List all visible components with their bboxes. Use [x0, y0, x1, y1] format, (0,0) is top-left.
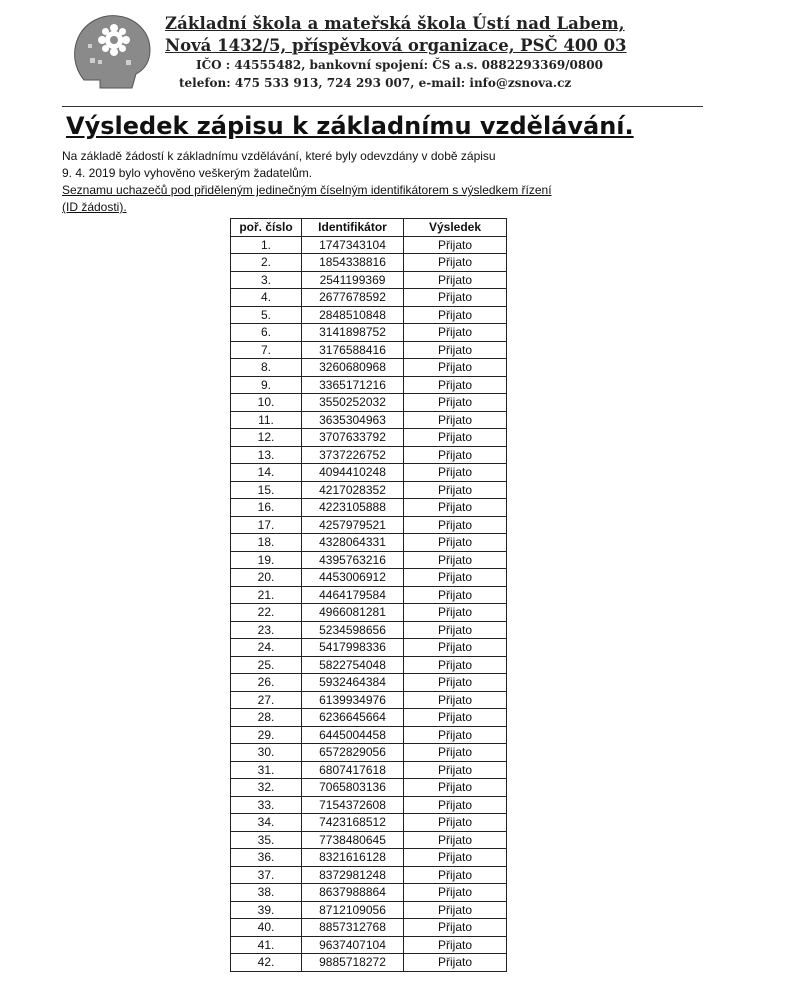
- intro-line-2: 9. 4. 2019 bylo vyhověno veškerým žadatelům.: [62, 166, 313, 180]
- table-row: [231, 744, 507, 762]
- row-result: Přijato: [404, 236, 507, 254]
- table-header-row: [231, 219, 507, 237]
- table-row: [231, 639, 507, 657]
- row-identifier: 1747343104: [302, 236, 404, 254]
- row-result: Přijato: [404, 919, 507, 937]
- row-result: Přijato: [404, 394, 507, 412]
- table-row: [231, 306, 507, 324]
- row-identifier: 4217028352: [302, 481, 404, 499]
- table-row: [231, 411, 507, 429]
- row-identifier: 9885718272: [302, 954, 404, 972]
- row-result: Přijato: [404, 341, 507, 359]
- row-result: Přijato: [404, 464, 507, 482]
- row-identifier: 4257979521: [302, 516, 404, 534]
- row-identifier: 2541199369: [302, 271, 404, 289]
- row-identifier: 7738480645: [302, 831, 404, 849]
- row-identifier: 8321616128: [302, 849, 404, 867]
- row-identifier: 5417998336: [302, 639, 404, 657]
- letterhead-ico-bank: IČO : 44555482, bankovní spojení: ČS a.s. 0882293369/0800: [196, 58, 603, 72]
- row-result: Přijato: [404, 814, 507, 832]
- row-result: Přijato: [404, 376, 507, 394]
- row-order-number: 1.: [231, 236, 302, 254]
- row-order-number: 42.: [231, 954, 302, 972]
- intro-line-3: Seznamu uchazečů pod přiděleným jedinečným číselným identifikátorem s výsledkem řízení: [62, 183, 552, 197]
- results-table-wrapper: [230, 218, 507, 972]
- header-order-number: poř. číslo: [231, 219, 302, 237]
- table-row: [231, 779, 507, 797]
- table-row: [231, 814, 507, 832]
- table-row: [231, 236, 507, 254]
- row-identifier: 6807417618: [302, 761, 404, 779]
- row-order-number: 27.: [231, 691, 302, 709]
- table-row: [231, 394, 507, 412]
- row-order-number: 34.: [231, 814, 302, 832]
- row-result: Přijato: [404, 639, 507, 657]
- row-result: Přijato: [404, 779, 507, 797]
- table-row: [231, 481, 507, 499]
- row-order-number: 30.: [231, 744, 302, 762]
- row-order-number: 25.: [231, 656, 302, 674]
- row-identifier: 7423168512: [302, 814, 404, 832]
- row-result: Přijato: [404, 884, 507, 902]
- row-result: Přijato: [404, 446, 507, 464]
- row-result: Přijato: [404, 551, 507, 569]
- row-identifier: 9637407104: [302, 936, 404, 954]
- row-identifier: 8372981248: [302, 866, 404, 884]
- row-result: Přijato: [404, 411, 507, 429]
- row-result: Přijato: [404, 569, 507, 587]
- table-row: [231, 691, 507, 709]
- table-row: [231, 674, 507, 692]
- table-row: [231, 709, 507, 727]
- table-row: [231, 516, 507, 534]
- row-identifier: 3707633792: [302, 429, 404, 447]
- row-order-number: 31.: [231, 761, 302, 779]
- row-identifier: 3550252032: [302, 394, 404, 412]
- row-order-number: 21.: [231, 586, 302, 604]
- letterhead-address: Nová 1432/5, příspěvková organizace, PSČ 400 03: [165, 36, 627, 55]
- row-result: Přijato: [404, 429, 507, 447]
- row-result: Přijato: [404, 709, 507, 727]
- row-order-number: 14.: [231, 464, 302, 482]
- row-identifier: 6572829056: [302, 744, 404, 762]
- row-order-number: 3.: [231, 271, 302, 289]
- table-row: [231, 656, 507, 674]
- table-row: [231, 271, 507, 289]
- row-order-number: 13.: [231, 446, 302, 464]
- row-identifier: 6236645664: [302, 709, 404, 727]
- row-identifier: 4453006912: [302, 569, 404, 587]
- row-identifier: 5932464384: [302, 674, 404, 692]
- intro-line-1: Na základě žádostí k základnímu vzdělávání, které byly odevzdány v době zápisu: [62, 149, 496, 163]
- row-result: Přijato: [404, 761, 507, 779]
- header-identifier: Identifikátor: [302, 219, 404, 237]
- table-row: [231, 726, 507, 744]
- row-result: Přijato: [404, 691, 507, 709]
- row-result: Přijato: [404, 254, 507, 272]
- row-order-number: 2.: [231, 254, 302, 272]
- row-identifier: 7154372608: [302, 796, 404, 814]
- row-result: Přijato: [404, 604, 507, 622]
- row-result: Přijato: [404, 831, 507, 849]
- row-result: Přijato: [404, 866, 507, 884]
- table-row: [231, 551, 507, 569]
- row-identifier: 3635304963: [302, 411, 404, 429]
- row-order-number: 4.: [231, 289, 302, 307]
- letterhead-school-name: Základní škola a mateřská škola Ústí nad Labem,: [165, 14, 625, 33]
- row-order-number: 41.: [231, 936, 302, 954]
- row-result: Přijato: [404, 796, 507, 814]
- table-row: [231, 901, 507, 919]
- header-result: Výsledek: [404, 219, 507, 237]
- row-order-number: 37.: [231, 866, 302, 884]
- table-row: [231, 761, 507, 779]
- row-order-number: 6.: [231, 324, 302, 342]
- row-result: Přijato: [404, 936, 507, 954]
- row-identifier: 8857312768: [302, 919, 404, 937]
- row-result: Přijato: [404, 271, 507, 289]
- row-result: Přijato: [404, 481, 507, 499]
- row-order-number: 39.: [231, 901, 302, 919]
- row-identifier: 6139934976: [302, 691, 404, 709]
- table-row: [231, 359, 507, 377]
- table-row: [231, 446, 507, 464]
- table-row: [231, 919, 507, 937]
- row-identifier: 3737226752: [302, 446, 404, 464]
- row-order-number: 22.: [231, 604, 302, 622]
- row-result: Přijato: [404, 516, 507, 534]
- row-order-number: 10.: [231, 394, 302, 412]
- header-divider: [62, 106, 703, 107]
- row-order-number: 38.: [231, 884, 302, 902]
- table-body: [231, 236, 507, 971]
- row-result: Přijato: [404, 324, 507, 342]
- table-row: [231, 849, 507, 867]
- table-row: [231, 254, 507, 272]
- table-row: [231, 866, 507, 884]
- row-identifier: 3365171216: [302, 376, 404, 394]
- table-row: [231, 499, 507, 517]
- row-identifier: 3260680968: [302, 359, 404, 377]
- row-order-number: 20.: [231, 569, 302, 587]
- row-order-number: 23.: [231, 621, 302, 639]
- row-order-number: 24.: [231, 639, 302, 657]
- row-order-number: 19.: [231, 551, 302, 569]
- row-order-number: 36.: [231, 849, 302, 867]
- table-row: [231, 831, 507, 849]
- row-result: Přijato: [404, 621, 507, 639]
- table-row: [231, 796, 507, 814]
- row-identifier: 5822754048: [302, 656, 404, 674]
- row-order-number: 7.: [231, 341, 302, 359]
- row-order-number: 32.: [231, 779, 302, 797]
- row-order-number: 5.: [231, 306, 302, 324]
- table-row: [231, 586, 507, 604]
- row-result: Přijato: [404, 534, 507, 552]
- results-table: [230, 218, 507, 972]
- row-identifier: 3141898752: [302, 324, 404, 342]
- table-row: [231, 429, 507, 447]
- row-order-number: 18.: [231, 534, 302, 552]
- row-identifier: 5234598656: [302, 621, 404, 639]
- row-order-number: 16.: [231, 499, 302, 517]
- row-identifier: 4395763216: [302, 551, 404, 569]
- row-order-number: 35.: [231, 831, 302, 849]
- row-order-number: 26.: [231, 674, 302, 692]
- row-result: Přijato: [404, 849, 507, 867]
- table-row: [231, 621, 507, 639]
- row-identifier: 4464179584: [302, 586, 404, 604]
- row-result: Přijato: [404, 289, 507, 307]
- row-order-number: 8.: [231, 359, 302, 377]
- table-row: [231, 569, 507, 587]
- row-result: Přijato: [404, 499, 507, 517]
- row-identifier: 2677678592: [302, 289, 404, 307]
- row-identifier: 8637988864: [302, 884, 404, 902]
- row-order-number: 40.: [231, 919, 302, 937]
- letterhead-contact: telefon: 475 533 913, 724 293 007, e-mail: info@zsnova.cz: [179, 76, 572, 90]
- row-result: Přijato: [404, 954, 507, 972]
- row-identifier: 3176588416: [302, 341, 404, 359]
- school-logo-icon: [70, 10, 154, 90]
- row-result: Přijato: [404, 674, 507, 692]
- table-row: [231, 464, 507, 482]
- table-row: [231, 289, 507, 307]
- intro-line-4: (ID žádosti).: [62, 200, 127, 214]
- row-identifier: 7065803136: [302, 779, 404, 797]
- table-row: [231, 936, 507, 954]
- row-order-number: 33.: [231, 796, 302, 814]
- row-result: Přijato: [404, 744, 507, 762]
- row-identifier: 6445004458: [302, 726, 404, 744]
- row-result: Přijato: [404, 586, 507, 604]
- row-identifier: 4223105888: [302, 499, 404, 517]
- table-row: [231, 884, 507, 902]
- row-identifier: 4328064331: [302, 534, 404, 552]
- row-order-number: 15.: [231, 481, 302, 499]
- table-row: [231, 341, 507, 359]
- row-identifier: 4094410248: [302, 464, 404, 482]
- row-result: Přijato: [404, 726, 507, 744]
- row-order-number: 11.: [231, 411, 302, 429]
- row-result: Přijato: [404, 359, 507, 377]
- row-order-number: 17.: [231, 516, 302, 534]
- row-result: Přijato: [404, 656, 507, 674]
- table-row: [231, 954, 507, 972]
- row-identifier: 2848510848: [302, 306, 404, 324]
- row-order-number: 9.: [231, 376, 302, 394]
- row-result: Přijato: [404, 901, 507, 919]
- page-title: Výsledek zápisu k základnímu vzdělávání.: [66, 112, 634, 140]
- table-row: [231, 376, 507, 394]
- row-result: Přijato: [404, 306, 507, 324]
- row-identifier: 8712109056: [302, 901, 404, 919]
- table-row: [231, 604, 507, 622]
- row-order-number: 29.: [231, 726, 302, 744]
- row-identifier: 1854338816: [302, 254, 404, 272]
- table-row: [231, 534, 507, 552]
- row-order-number: 28.: [231, 709, 302, 727]
- row-identifier: 4966081281: [302, 604, 404, 622]
- table-row: [231, 324, 507, 342]
- row-order-number: 12.: [231, 429, 302, 447]
